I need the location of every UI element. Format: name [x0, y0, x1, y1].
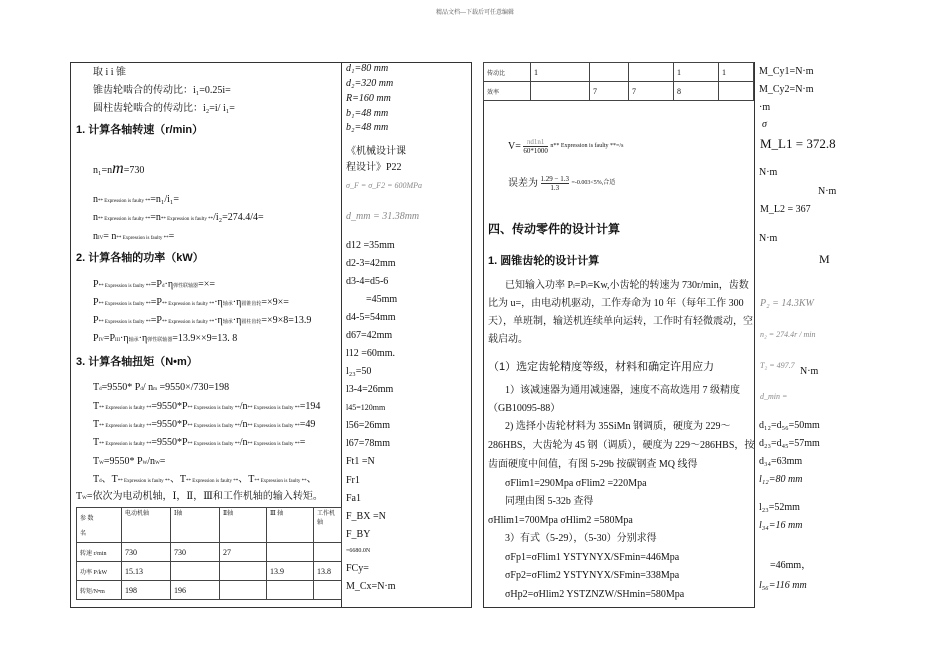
allowable-stress-hp2: σHp2=σHlim2 YSTZNZW/SHmin=580Mpa: [505, 589, 685, 600]
paragraph-line: 天），单班制，输送机连续单向运转，工作时有轻微震动，空: [488, 316, 753, 327]
formula-nIII: n** Expression is faulty **=n** Expression is faulty **/i₂=274.4/4=: [93, 212, 264, 223]
table-cell: [171, 562, 220, 581]
table-row: [484, 63, 754, 82]
table-header-cell: Ⅲ 轴: [267, 508, 314, 543]
section-heading-torque: 3. 计算各轴扭矩（N•m）: [76, 356, 198, 368]
side-value-b1: b₁=48 mm: [346, 108, 389, 119]
formula-p2: P** Expression is faulty **=P** Expression is faulty **·η轴承·η圆锥齿轮=×9×=: [93, 297, 289, 308]
side-value-t2: T₂ = 497.7: [760, 361, 795, 370]
table-cell: [267, 581, 314, 600]
table-cell: [267, 543, 314, 562]
table-cell: 7: [629, 82, 674, 101]
torque-note: TW=依次为电动机轴，Ⅰ，Ⅱ，Ⅲ和工作机轴的输入转矩。: [76, 491, 323, 502]
side-value-d1: d₁=80 mm: [346, 63, 389, 74]
formula-p4: PIV=PIII·η轴承·η弹性联轴器=13.9××9=13. 8: [93, 333, 238, 344]
table-cell: [719, 82, 754, 101]
formula-td: Td=9550* Pd/ nm =9550×/730=198: [93, 382, 230, 393]
page-header: 精品文档---下载后可任意编辑: [436, 10, 514, 16]
table-cell: 1: [674, 63, 719, 82]
paragraph-line: （GB10095-88）: [488, 403, 561, 414]
table-cell: 效率: [484, 82, 531, 101]
side-value: =45mm: [366, 294, 398, 305]
side-value: Fa1: [346, 493, 361, 504]
side-value: l₅₆=116 mm: [759, 580, 807, 591]
formula-tIII: T** Expression is faulty **=9550*P** Expression is faulty **/n** Expression is faulty **=: [93, 437, 306, 448]
side-value: N·m: [759, 233, 778, 244]
side-value: d₃₄=63mm: [759, 456, 803, 467]
torque-list: Td、T** Expression is faulty **、T** Expression is faulty **、T** Expression is faulty **、: [93, 474, 317, 485]
right-column-divider: [754, 62, 755, 608]
table-header-cell: 参 数 名: [77, 508, 122, 543]
table-cell: [314, 543, 342, 562]
table-cell: 转速 r/min: [77, 543, 122, 562]
shaft-parameter-table: [76, 507, 342, 600]
side-value: d3-4=d5-6: [346, 276, 389, 287]
side-value-d2: d₂=320 mm: [346, 78, 394, 89]
table-row: [77, 581, 342, 600]
side-value: M_Cy1=N·m: [759, 66, 814, 77]
table-cell: 730: [122, 543, 171, 562]
formula-nIV: nIV= n** Expression is faulty **=: [93, 231, 175, 242]
formula-p3: P** Expression is faulty **=P** Expression is faulty **·η轴承·η圆柱齿轮=×9×8=13.9: [93, 315, 312, 326]
side-value: d₂₃=d₄₅=57mm: [759, 438, 820, 449]
side-value-ml2: M_L2 = 367: [760, 204, 811, 215]
table-cell: 8: [674, 82, 719, 101]
side-value: l₂₃=52mm: [759, 502, 800, 513]
table-header-cell: Ⅱ轴: [220, 508, 267, 543]
section-heading-precision: （1）选定齿轮精度等级，材料和确定许用应力: [488, 361, 715, 373]
table-cell: [629, 63, 674, 82]
section-heading-speed: 1. 计算各轴转速（r/min）: [76, 124, 204, 136]
side-value: Ft1 =N: [346, 456, 375, 467]
side-value: l45=120mm: [346, 403, 386, 412]
transmission-table: [483, 62, 754, 101]
side-value: d₁₂=d₅₆=50mm: [759, 420, 820, 431]
table-cell: 1: [531, 63, 590, 82]
text-line: 锥齿轮啮合的传动比：i₁=0.25i=: [93, 85, 231, 96]
side-value: M_Cy2=N·m: [759, 84, 814, 95]
formula-tII: T** Expression is faulty **=9550*P** Expression is faulty **/n** Expression is faulty **=49: [93, 419, 316, 430]
side-value: =6680.0N: [346, 548, 371, 554]
table-cell: 13.8: [314, 562, 342, 581]
reference-line: 程设计》P22: [346, 162, 402, 173]
table-cell: [531, 82, 590, 101]
stress-limit-h: σHlim1=700Mpa σHlim2 =580Mpa: [488, 515, 633, 526]
table-cell: 7: [590, 82, 629, 101]
table-cell: 传动比: [484, 63, 531, 82]
side-value: d4-5=54mm: [346, 312, 396, 323]
side-value: FCy=: [346, 563, 369, 574]
section-heading-power: 2. 计算各轴的功率（kW）: [76, 252, 204, 264]
side-value: l₃₄=16 mm: [759, 520, 803, 531]
paragraph-line: 已知输入功率 PI=PI=Kw,小齿轮的转速为 730r/min，齿数: [505, 280, 749, 291]
side-value: F_BX =N: [346, 511, 386, 522]
reference-line: 《机械设计课: [346, 146, 406, 157]
side-value: ·m: [759, 102, 771, 113]
side-value: N·m: [759, 167, 778, 178]
side-mark: M: [819, 252, 830, 266]
table-cell: 196: [171, 581, 220, 600]
section-heading-bevel-gear: 1. 圆锥齿轮的设计计算: [488, 255, 600, 267]
paragraph-line: 2) 选择小齿轮材料为 35SiMn 钢调质，硬度为 229～: [505, 421, 731, 432]
table-cell: 转矩/N•m: [77, 581, 122, 600]
side-value: N·m: [800, 366, 819, 377]
side-value: d2-3=42mm: [346, 258, 396, 269]
formula-tI: T** Expression is faulty **=9550*P** Expression is faulty **/n** Expression is faulty **=194: [93, 401, 321, 412]
text-line: 取 i i 锥: [93, 67, 127, 78]
table-row: [77, 562, 342, 581]
allowable-stress-fp2: σFp2=σFlim2 YSTYNYX/SFmin=338Mpa: [505, 570, 680, 581]
allowable-stress-fp1: σFp1=σFlim1 YSTYNYX/SFmin=446Mpa: [505, 552, 680, 563]
error-formula: 误差为 $\frac{1.29 - 1.3}{1.3}$ =-0.003<5%,合适: [508, 175, 616, 193]
side-value: N·m: [818, 186, 837, 197]
paragraph-line: 286HBS，大齿轮为 45 钢（调质），硬度为 229～286HBS，按: [488, 440, 755, 451]
table-header-cell: Ⅰ轴: [171, 508, 220, 543]
side-value: M_Cx=N·m: [346, 581, 396, 592]
side-value-R: R=160 mm: [346, 93, 391, 104]
side-value: l12 =60mm.: [346, 348, 395, 359]
table-header-cell: 工作机轴: [314, 508, 342, 543]
side-value: σ: [762, 119, 767, 130]
table-row: [484, 82, 754, 101]
formula-tw: TW=9550* PW/nW=: [93, 456, 166, 467]
table-cell: [220, 581, 267, 600]
side-value-dmin: d_min =: [760, 392, 788, 401]
side-value-p2: P₂ = 14.3KW: [760, 298, 814, 309]
side-value: Fr1: [346, 475, 360, 486]
table-header-cell: 电动机轴: [122, 508, 171, 543]
formula-p1: P** Expression is faulty **=Pd·η弹性联轴器=×=: [93, 279, 215, 290]
table-cell: [314, 581, 342, 600]
velocity-formula: V= $\frac{\pi d1n1}{60*1000}$ n** Expression is faulty **=/s: [508, 138, 624, 156]
paragraph-line: 1）该减速器为通用减速器，速度不高故选用 7 级精度: [505, 385, 740, 396]
table-cell: 功率 P/kW: [77, 562, 122, 581]
side-value: l67=78mm: [346, 438, 390, 449]
side-value-ml1: M_L1 = 372.8: [760, 136, 836, 151]
table-header-row: [77, 508, 342, 543]
stress-limit-f: σFlim1=290Mpa σFlim2 =220Mpa: [505, 478, 647, 489]
side-value: l3-4=26mm: [346, 384, 394, 395]
formula-n1: n₁=nm=730: [93, 160, 145, 177]
table-cell: 1: [719, 63, 754, 82]
table-cell: [220, 562, 267, 581]
table-cell: 27: [220, 543, 267, 562]
side-value-dm: d_mm = 31.38mm: [346, 211, 420, 222]
side-value: d12 =35mm: [346, 240, 395, 251]
formula-nII: n** Expression is faulty **=n₁/i₁=: [93, 194, 180, 205]
table-cell: [590, 63, 629, 82]
side-value-n2: n₂ = 274.4r / min: [760, 330, 816, 339]
paragraph-line: 齿面硬度中间值，有图 5-29b 按碳钢查 MQ 线得: [488, 459, 698, 470]
table-row: [77, 543, 342, 562]
paragraph-line: 比为 u=，由电动机驱动，工作寿命为 10 年（每年工作 300: [488, 298, 744, 309]
side-value: l56=26mm: [346, 420, 390, 431]
side-value: d67=42mm: [346, 330, 393, 341]
table-cell: 730: [171, 543, 220, 562]
paragraph-line: 同理由图 5-32b 查得: [505, 496, 594, 507]
side-value-b2: b₂=48 mm: [346, 122, 389, 133]
paragraph-line: 3）有式（5-29），（5-30）分别求得: [505, 533, 657, 544]
side-value: =46mm，: [770, 560, 812, 571]
table-cell: 15.13: [122, 562, 171, 581]
table-cell: 198: [122, 581, 171, 600]
table-cell: 13.9: [267, 562, 314, 581]
text-line: 圆柱齿轮啮合的传动比：i₂=i/ i₁=: [93, 103, 235, 114]
paragraph-line: 载启动。: [488, 334, 528, 345]
side-value: l₂₃=50: [346, 366, 372, 377]
side-value-sigma: σ_F = σ_F2 = 600MPa: [346, 181, 423, 190]
section-heading-gear-design: 四、传动零件的设计计算: [488, 222, 621, 236]
side-value: l₁₂=80 mm: [759, 474, 803, 485]
side-value: F_BY: [346, 529, 371, 540]
